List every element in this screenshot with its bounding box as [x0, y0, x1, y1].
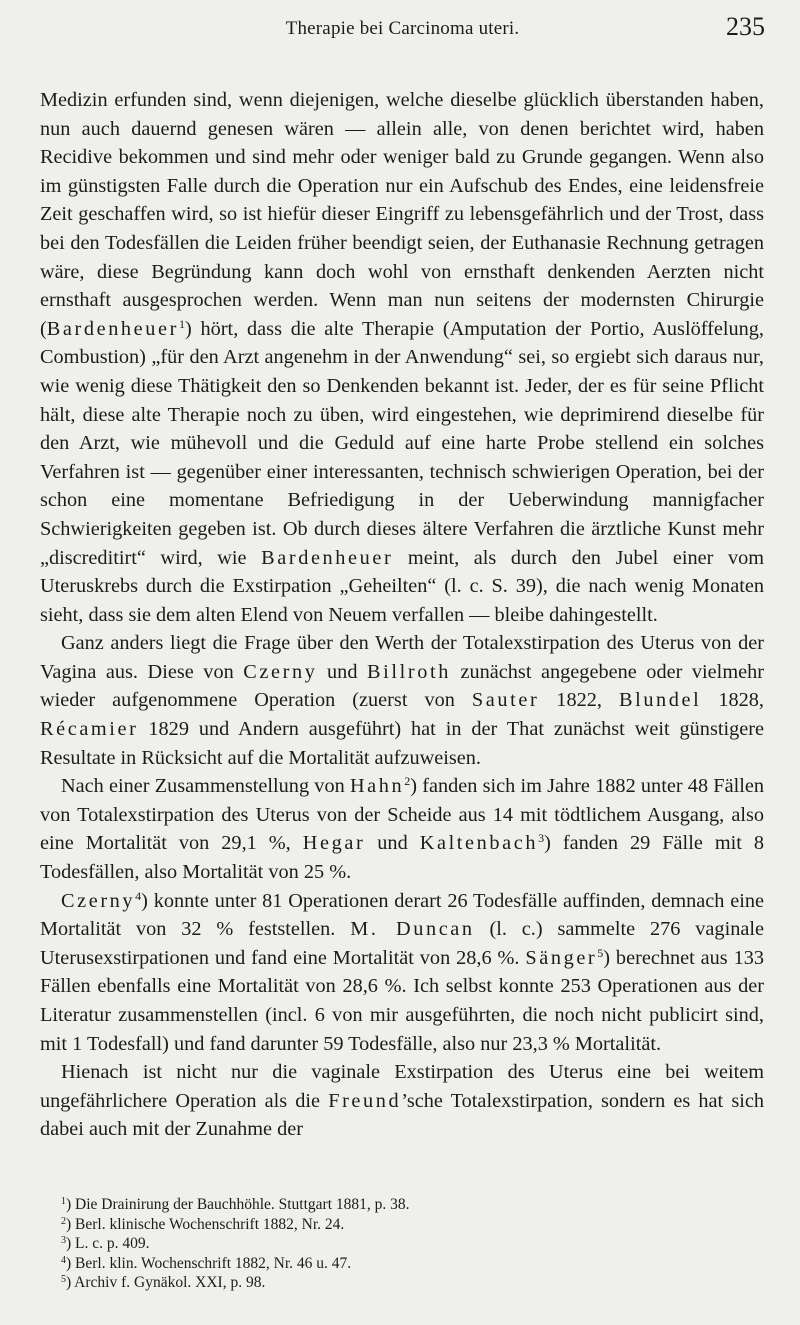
footnote-mark: 1	[61, 1196, 66, 1207]
footnote	[40, 1215, 764, 1235]
footnote-ref: 4	[135, 888, 142, 903]
footnote-text: ) Berl. klin. Wochenschrift 1882, Nr. 46 u. 47.	[66, 1254, 352, 1272]
footnote-text: ) Archiv f. Gynäkol. XXI, p. 98.	[66, 1274, 266, 1292]
paragraph	[40, 772, 764, 886]
text-run: 1829 und Andern ausgeführt) hat in der That zunächst weit günstigere Resultate in Rücksicht auf die Mortalität aufzuweisen.	[40, 718, 764, 769]
footnote	[40, 1254, 764, 1274]
running-head	[40, 10, 765, 50]
text-run: ) berechnet aus 133 Fällen ebenfalls eine Mortalität von 28,6 %. Ich selbst konnte 253 Operationen aus der Literatur zusammenstellen (incl. 6 von mir ausgeführten, die noch nicht publicirt sind, mit 1 Todesfall) und fand darunter 59 Todesfälle, also nur 23,3 % Mortalität.	[40, 946, 764, 1055]
text-run: meint, als durch den Jubel einer vom Uteruskrebs durch die Exstirpation „Geheilten“ (l. c. S. 39), die nach wenig Monaten sieht, dass sie dem alten Elend von Neuem verfallen — bleibe dahingestellt.	[40, 546, 765, 626]
text-run: Hienach ist nicht nur die vaginale Exstirpation des Uterus eine bei weitem ungefährlichere Operation als die	[40, 1061, 764, 1112]
footnote	[40, 1273, 764, 1293]
footnote-mark: 4	[61, 1254, 66, 1266]
paragraph	[40, 1058, 764, 1144]
footnote-mark: 3	[61, 1235, 66, 1247]
footnote-text: ) L. c. p. 409.	[66, 1235, 150, 1253]
text-run: zunächst angegebene oder vielmehr wieder aufgenommene Operation (zuerst von	[40, 660, 764, 712]
paragraph	[40, 86, 764, 629]
footnote-ref: 2	[404, 774, 411, 789]
footnote-ref: 5	[597, 945, 604, 960]
paragraph	[40, 629, 764, 772]
footnote-mark: 2	[61, 1215, 66, 1227]
footnote-ref: 1	[178, 316, 185, 331]
author-name: Bardenheuer	[46, 317, 179, 340]
text-run: Ganz anders liegt die Frage über den Werth der Totalexstirpation des Uterus von der Vagina aus. Diese von	[40, 632, 764, 683]
footnotes	[40, 1195, 764, 1293]
author-name: Sauter	[471, 689, 540, 712]
text-run: Nach einer Zusammenstellung von	[61, 775, 350, 798]
footnote-text: ) Berl. klinische Wochenschrift 1882, Nr. 24.	[66, 1215, 345, 1233]
page-number: 235	[726, 12, 765, 41]
author-name: Kaltenbach	[419, 832, 539, 855]
text-run: ) konnte unter 81 Operationen derart 26 Todesfälle auffinden, demnach eine Mortalität von 32 % feststellen.	[40, 889, 764, 941]
text-run: Medizin erfunden sind, wenn diejenigen, welche dieselbe glücklich überstanden haben, nun auch dauernd genesen wären — allein alle, von denen berichtet wird, haben Recidive bekommen und sind mehr oder weniger bald zu Grunde gegangen. Wenn also im günstigsten Falle durch die Operation nur ein Aufschub des Endes, eine leidensfreie Zeit geschaffen wird, so ist hiefür dieser Eingriff zu lebensgefährlich und der Trost, dass bei den Todesfällen die Leiden früher beendigt seien, der Euthanasie Rechnung getragen wäre, diese Begründung kann doch wohl von ernsthaft denkenden Aerzten nicht ernsthaft ausgesprochen werden. Wenn man nun seitens der modernsten Chirurgie (	[40, 89, 764, 340]
author-name: Billroth	[367, 660, 451, 683]
text-run: ) fanden 29 Fälle mit 8 Todesfällen, also Mortalität von 25 %.	[40, 832, 765, 884]
paragraph	[40, 887, 764, 1059]
author-name: M. Duncan	[350, 918, 475, 941]
author-name: Czerny	[61, 889, 136, 912]
text-run: ) hört, dass die alte Therapie (Amputation der Portio, Auslöffelung, Combustion) „für den Arzt angenehm in der Anwendung“ sei, so ergiebt sich daraus nur, wie wenig diese Thätigkeit den so Denkenden bekannt ist. Jeder, der es für seine Pflicht hält, diese alte Therapie noch zu üben, wird eingestehen, wie deprimirend dieselbe für den Arzt, wie mühevoll und die Geduld auf eine harte Probe stellend ein solches Verfahren ist — gegenüber einer interessanten, technisch schwierigen Operation, bei der schon eine momentane Befriedigung in der Ueberwindung mannigfacher Schwierigkeiten gegeben ist. Ob durch dieses ältere Verfahren die ärztliche Kunst mehr „discreditirt“ wird, wie	[40, 317, 764, 569]
text-run: 1822,	[539, 689, 619, 712]
author-name: Récamier	[40, 718, 139, 741]
author-name: Bardenheuer	[261, 546, 394, 569]
running-title: Therapie bei Carcinoma uteri.	[285, 18, 520, 39]
text-run: (l. c.) sammelte 276 vaginale Uterusexstirpationen und fand eine Mortalität von 28,6 %.	[40, 918, 764, 969]
text-run: 1828,	[701, 689, 765, 712]
text-run: ) fanden sich im Jahre 1882 unter 48 Fällen von Totalexstirpation des Uterus von der Scheide aus 14 mit tödtlichem Ausgang, also eine Mortalität von 29,1 %,	[40, 775, 764, 855]
author-name: Freund	[328, 1089, 402, 1112]
footnote-mark: 5	[61, 1274, 66, 1286]
footnote	[40, 1234, 764, 1254]
footnote-text: ) Die Drainirung der Bauchhöhle. Stuttgart 1881, p. 38.	[66, 1196, 410, 1213]
author-name: Hegar	[302, 832, 366, 855]
text-run: ’sche Totalexstirpation, sondern es hat sich dabei auch mit der Zunahme der	[40, 1089, 764, 1141]
footnote	[40, 1195, 764, 1215]
text-run: und	[317, 660, 368, 683]
author-name: Sänger	[525, 946, 598, 969]
body-text	[40, 86, 764, 1144]
author-name: Hahn	[349, 775, 405, 798]
author-name: Czerny	[243, 660, 318, 683]
text-run: und	[365, 832, 420, 855]
footnote-ref: 3	[538, 831, 545, 846]
author-name: Blundel	[618, 689, 702, 712]
